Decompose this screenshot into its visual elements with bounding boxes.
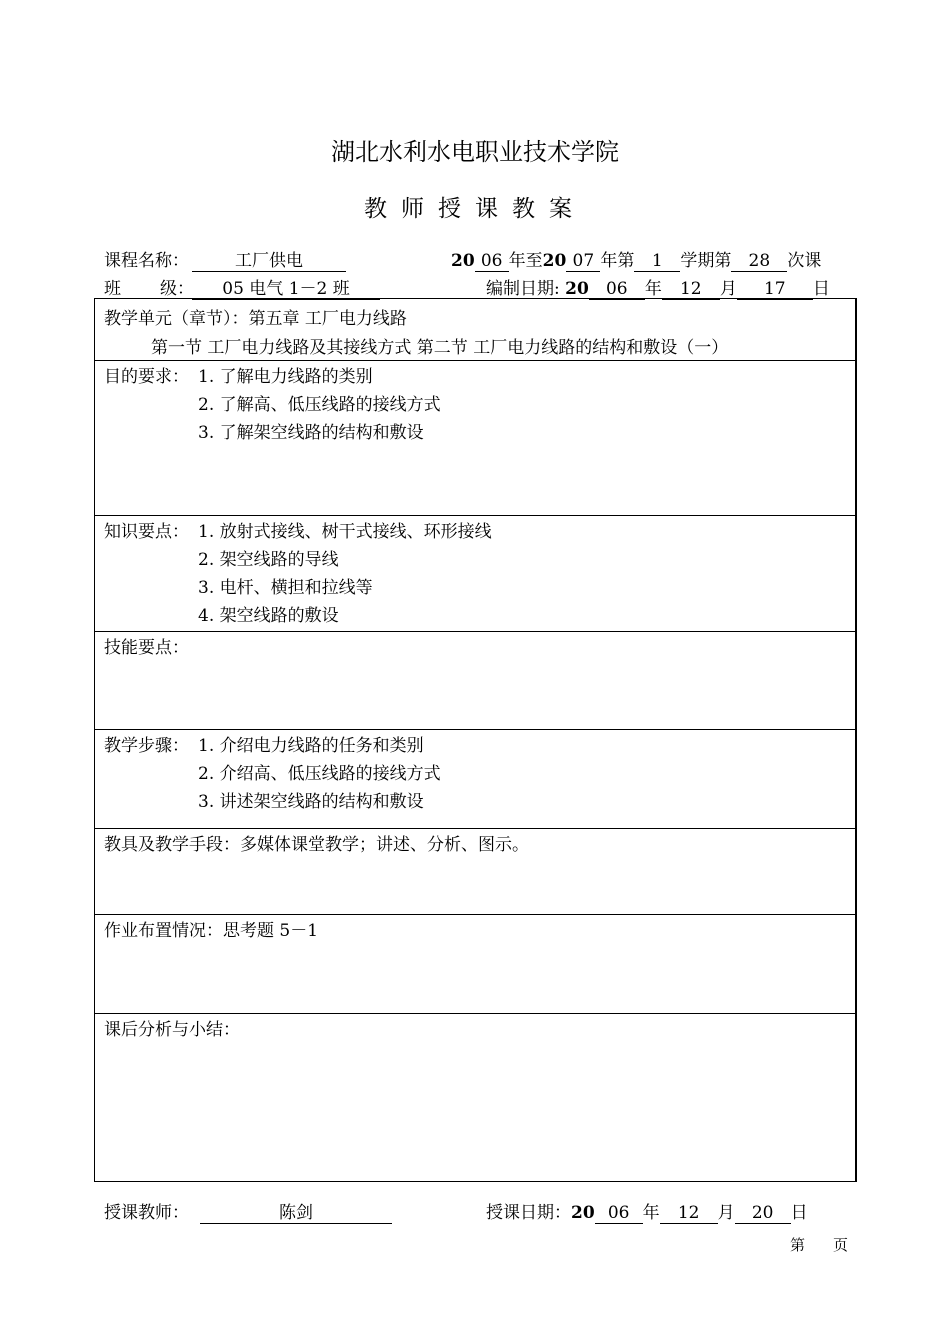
compile-date: 编制日期: 20 06 年 12 月 17 日 bbox=[486, 279, 830, 299]
class-label-a: 班 bbox=[104, 279, 121, 299]
page-number: 第 页 bbox=[790, 1236, 849, 1254]
teacher-label: 授课教师： bbox=[104, 1203, 189, 1223]
skills-section: 技能要点： bbox=[95, 631, 855, 730]
objectives-section: 目的要求： 1. 了解电力线路的类别 2. 了解高、低压线路的接线方式 3. 了解架空线路的结构和敷设 bbox=[95, 360, 855, 516]
summary-section: 课后分析与小结： bbox=[95, 1013, 855, 1182]
school-name: 湖北水利水电职业技术学院 bbox=[331, 138, 619, 166]
course-label: 课程名称： bbox=[104, 251, 189, 271]
tools-section: 教具及教学手段：多媒体课堂教学；讲述、分析、图示。 bbox=[95, 828, 855, 915]
course-name: 工厂供电 bbox=[192, 253, 346, 272]
homework-section: 作业布置情况：思考题 5－1 bbox=[95, 914, 855, 1014]
document-title: 教师授课教案 bbox=[364, 196, 586, 222]
lesson-plan-table bbox=[94, 298, 857, 1182]
class-label-b: 级： bbox=[160, 279, 194, 299]
steps-section: 教学步骤： 1. 介绍电力线路的任务和类别 2. 介绍高、低压线路的接线方式 3. 讲述架空线路的结构和敷设 bbox=[95, 729, 855, 829]
knowledge-section: 知识要点： 1. 放射式接线、树干式接线、环形接线 2. 架空线路的导线 3. 电杆、横担和拉线等 4. 架空线路的敷设 bbox=[95, 515, 855, 632]
lecture-date: 授课日期：20 06 年 12 月 20 日 bbox=[486, 1203, 808, 1223]
teacher-name: 陈剑 bbox=[200, 1205, 392, 1224]
academic-year: 20 06 年至20 07 年第 1 学期第 28 次课 bbox=[451, 251, 822, 271]
unit-section: 教学单元（章节）：第五章 工厂电力线路 第一节 工厂电力线路及其接线方式 第二节 工厂电力线路的结构和敷设（一） bbox=[104, 309, 729, 358]
class-value: 05 电气 1－2 班 bbox=[192, 281, 380, 300]
